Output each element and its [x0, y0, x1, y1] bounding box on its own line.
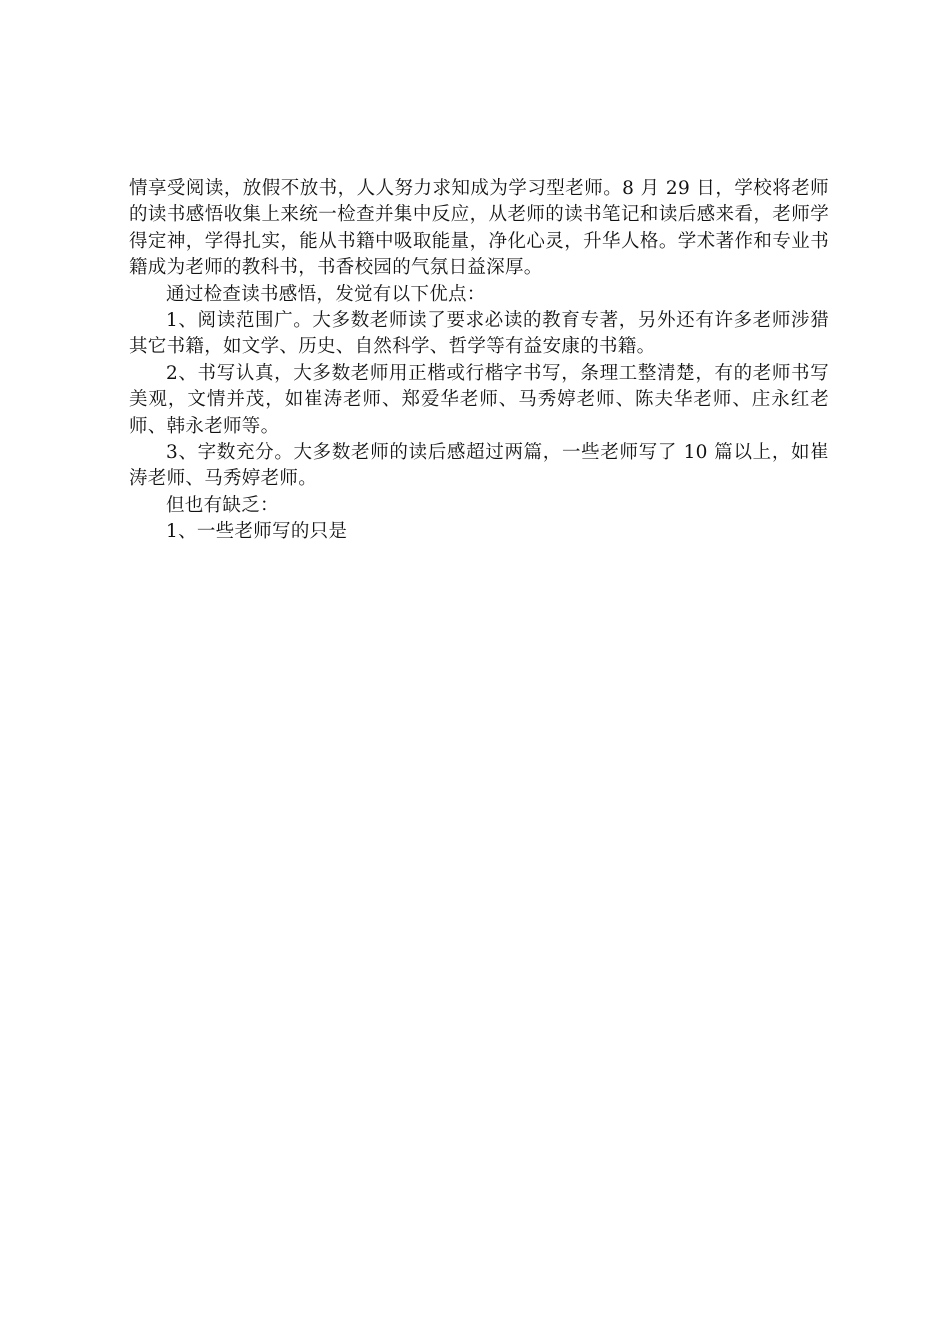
paragraph-advantages-intro: 通过检查读书感悟，发觉有以下优点：: [166, 283, 486, 305]
paragraph-shortcoming-1: 1、一些老师写的只是: [166, 521, 348, 543]
paragraph-shortcomings-intro: 但也有缺乏：: [166, 494, 279, 516]
paragraph-advantage-3: 3、字数充分。大多数老师的读后感超过两篇，一些老师写了 10 篇以上，如崔涛老师、马秀婷老师。: [129, 442, 829, 490]
document-body: [129, 176, 829, 546]
paragraph-reading-summary: 情享受阅读，放假不放书，人人努力求知成为学习型老师。8 月 29 日，学校将老师的读书感悟收集上来统一检查并集中反应，从老师的读书笔记和读后感来看，老师学得定神，学得扎实，能从书籍中吸取能量，净化心灵，升华人格。学术著作和专业书籍成为老师的教科书，书香校园的气氛日益深厚。: [129, 178, 829, 279]
paragraph-advantage-1: 1、阅读范围广。大多数老师读了要求必读的教育专著，另外还有许多老师涉猎其它书籍，如文学、历史、自然科学、哲学等有益安康的书籍。: [129, 310, 829, 358]
paragraph-advantage-2: 2、书写认真，大多数老师用正楷或行楷字书写，条理工整清楚，有的老师书写美观，文情并茂，如崔涛老师、郑爱华老师、马秀婷老师、陈夫华老师、庄永红老师、韩永老师等。: [129, 362, 829, 437]
